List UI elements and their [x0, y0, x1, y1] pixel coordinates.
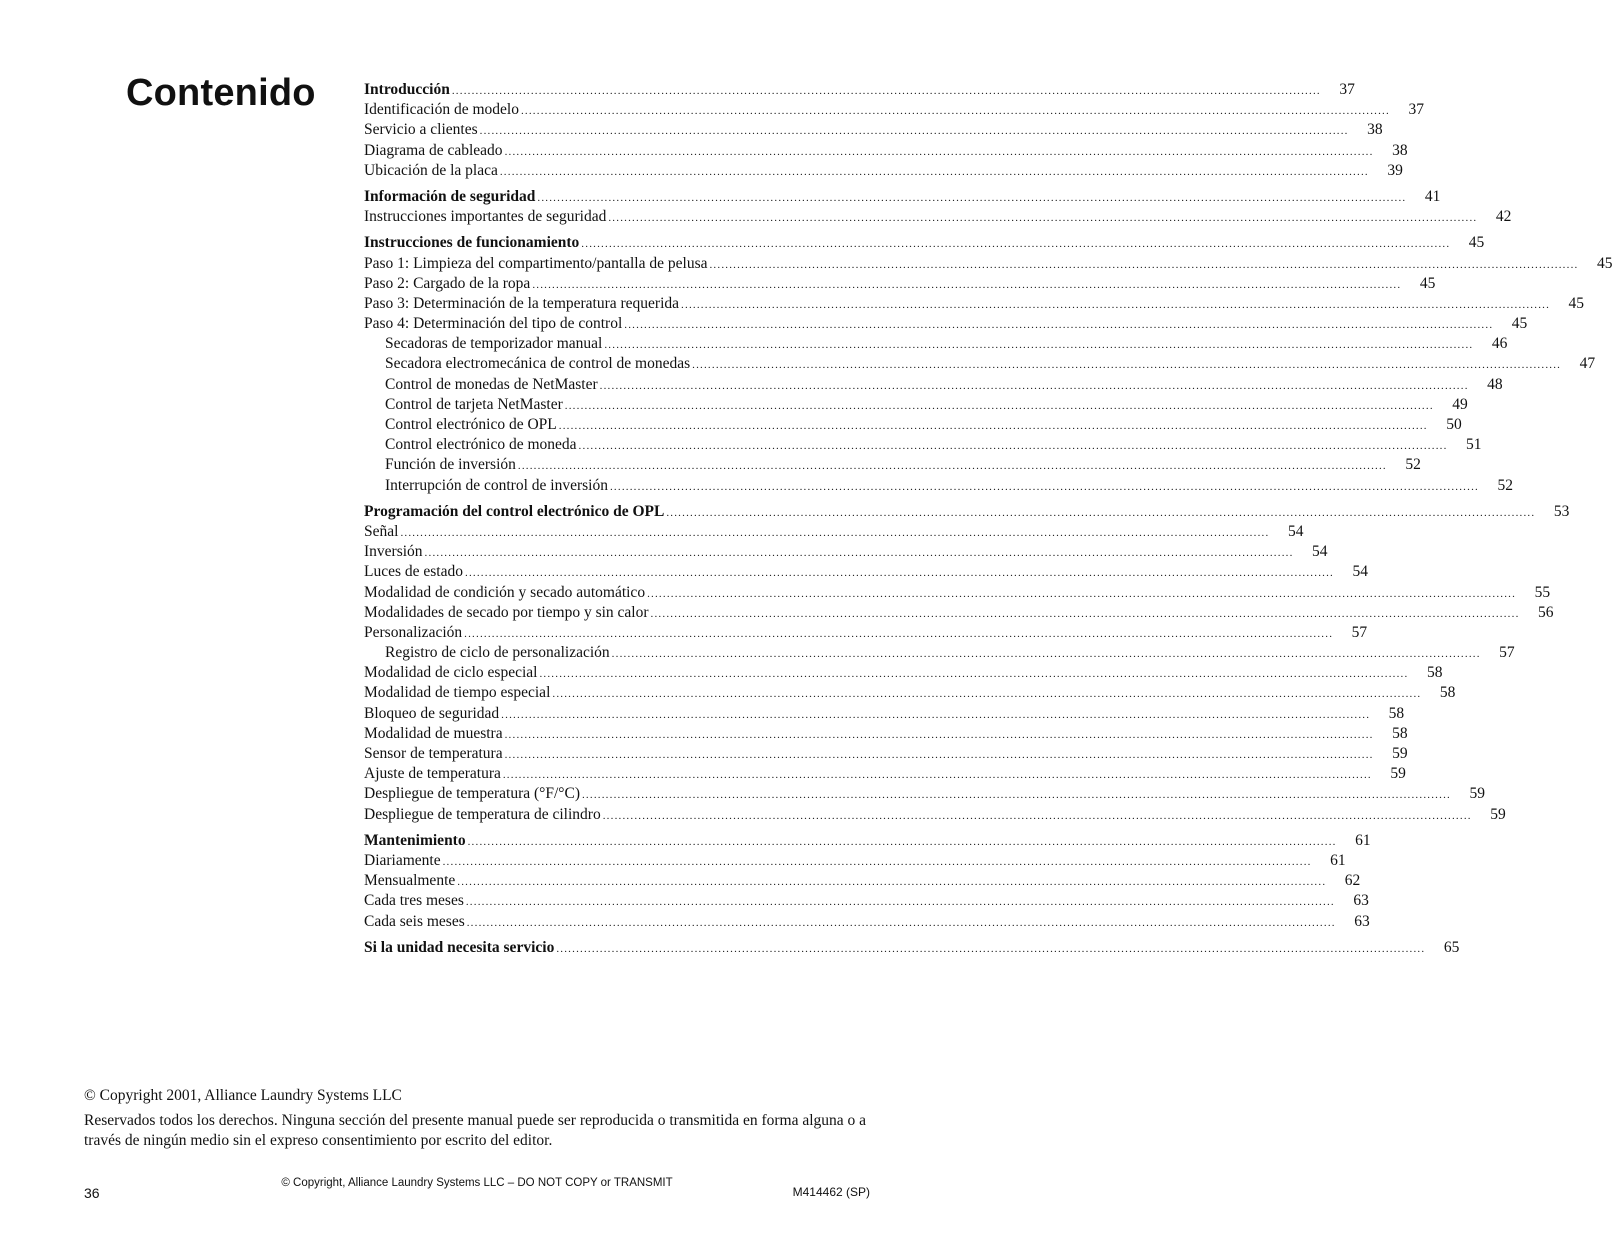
toc-entry-row[interactable]: [364, 891, 1369, 911]
toc-leader-dots: ............................................................................................................................................................................................................................: [504, 728, 1374, 741]
toc-entry-row[interactable]: [364, 375, 1503, 395]
toc-entry-row[interactable]: [364, 784, 1485, 804]
toc-leader-dots: ............................................................................................................................................................................................................................: [681, 298, 1551, 311]
toc-page-number: 58: [1439, 684, 1456, 702]
toc-page-number: 48: [1487, 375, 1503, 393]
toc-leader-dots: ............................................................................................................................................................................................................................: [464, 627, 1334, 640]
toc-leader-dots: ............................................................................................................................................................................................................................: [457, 876, 1327, 889]
table-of-contents: [364, 80, 1612, 964]
toc-entry-row[interactable]: [364, 764, 1406, 784]
toc-section: [364, 502, 1570, 825]
toc-entry-text: Control de tarjeta NetMaster: [385, 395, 563, 413]
toc-heading-row[interactable]: [364, 938, 1460, 958]
toc-leader-dots: ............................................................................................................................................................................................................................: [504, 749, 1374, 761]
toc-leader-dots: ............................................................................................................................................................................................................................: [599, 379, 1469, 392]
toc-page-number: 61: [1330, 851, 1346, 869]
toc-page-number: 58: [1426, 664, 1443, 682]
toc-entry-text: Si la unidad necesita servicio: [364, 938, 555, 956]
toc-leader-dots: ............................................................................................................................................................................................................................: [502, 769, 1372, 782]
toc-heading-row[interactable]: [364, 831, 1371, 851]
toc-leader-dots: ............................................................................................................................................................................................................................: [602, 809, 1472, 822]
toc-leader-dots: ............................................................................................................................................................................................................................: [479, 125, 1349, 138]
toc-entry-text: Función de inversión: [385, 456, 516, 474]
toc-leader-dots: ............................................................................................................................................................................................................................: [501, 708, 1371, 721]
toc-page-number: 38: [1367, 121, 1383, 139]
toc-page-number: 52: [1405, 456, 1421, 474]
toc-leader-dots: ............................................................................................................................................................................................................................: [520, 105, 1390, 118]
toc-section: [364, 831, 1371, 932]
toc-page-number: 52: [1497, 476, 1513, 494]
toc-page-number: 49: [1452, 395, 1468, 413]
toc-entry-row[interactable]: [364, 274, 1436, 294]
toc-entry-text: Modalidad de muestra: [364, 724, 503, 742]
toc-leader-dots: ............................................................................................................................................................................................................................: [539, 668, 1409, 681]
toc-entry-text: Registro de ciclo de personalización: [385, 644, 610, 662]
toc-page-number: 58: [1392, 724, 1408, 742]
toc-entry-text: Inversión: [364, 543, 423, 561]
toc-entry-row[interactable]: [364, 120, 1383, 140]
toc-entry-row[interactable]: [364, 871, 1361, 891]
page-title: Contenido: [126, 72, 316, 114]
toc-heading-row[interactable]: [364, 233, 1485, 253]
toc-page-number: 59: [1392, 745, 1408, 762]
toc-page-number: 63: [1354, 912, 1370, 930]
toc-entry-text: Secadora electromecánica de control de monedas: [385, 355, 691, 373]
toc-leader-dots: ............................................................................................................................................................................................................................: [442, 855, 1312, 868]
toc-entry-text: Mantenimiento: [364, 831, 466, 849]
toc-page-number: 45: [1468, 234, 1485, 252]
toc-leader-dots: ............................................................................................................................................................................................................................: [624, 319, 1494, 332]
toc-entry-row[interactable]: [364, 663, 1443, 683]
toc-entry-text: Personalización: [364, 623, 463, 641]
toc-leader-dots: ............................................................................................................................................................................................................................: [604, 339, 1474, 352]
toc-page-number: 54: [1287, 522, 1304, 540]
toc-entry-text: Ubicación de la placa: [364, 161, 498, 179]
toc-page-number: 62: [1344, 872, 1361, 890]
toc-page-number: 46: [1491, 335, 1508, 353]
toc-entry-row[interactable]: [364, 583, 1551, 603]
toc-entry-text: Diariamente: [364, 851, 441, 869]
toc-leader-dots: ............................................................................................................................................................................................................................: [499, 165, 1369, 178]
toc-page-number: 45: [1511, 315, 1528, 333]
toc-entry-text: Programación del control electrónico de OPL: [364, 502, 665, 520]
toc-page-number: 65: [1443, 938, 1460, 956]
toc-page-number: 45: [1596, 254, 1612, 272]
toc-page-number: 45: [1568, 294, 1585, 312]
toc-entry-text: Secadoras de temporizador manual: [385, 335, 603, 353]
toc-leader-dots: ............................................................................................................................................................................................................................: [451, 85, 1321, 97]
toc-page-number: 53: [1553, 502, 1570, 520]
toc-section: [364, 187, 1512, 227]
rights-notice: Reservados todos los derechos. Ninguna sección del presente manual puede ser reproducida o transmitida en forma alguna o a través de ningún medio sin el expreso consentimiento por escrito del editor.: [84, 1112, 867, 1149]
toc-page-number: 57: [1351, 623, 1368, 641]
toc-entry-text: Diagrama de cableado: [364, 141, 503, 159]
toc-entry-row[interactable]: [364, 912, 1370, 932]
toc-page-number: 37: [1339, 81, 1355, 98]
toc-entry-text: Despliegue de temperatura (°F/°C): [364, 785, 580, 803]
toc-entry-row[interactable]: [364, 395, 1468, 415]
toc-entry-text: Despliegue de temperatura de cilindro: [364, 805, 601, 823]
toc-leader-dots: ............................................................................................................................................................................................................................: [581, 789, 1451, 802]
toc-entry-row[interactable]: [364, 744, 1408, 764]
toc-leader-dots: ............................................................................................................................................................................................................................: [400, 526, 1270, 539]
toc-heading-row[interactable]: [364, 502, 1570, 522]
toc-page-number: 37: [1408, 101, 1424, 119]
toc-leader-dots: ............................................................................................................................................................................................................................: [609, 480, 1479, 493]
toc-leader-dots: ............................................................................................................................................................................................................................: [581, 238, 1451, 251]
toc-entry-row[interactable]: [364, 522, 1304, 542]
toc-entry-row[interactable]: [364, 455, 1421, 475]
toc-entry-row[interactable]: [364, 603, 1554, 623]
copyright-block: [84, 1086, 884, 1156]
toc-entry-row[interactable]: [364, 254, 1612, 274]
toc-entry-row[interactable]: [364, 643, 1515, 663]
toc-entry-row[interactable]: [364, 704, 1405, 724]
toc-entry-row[interactable]: [364, 141, 1408, 161]
toc-entry-text: Control electrónico de OPL: [385, 416, 557, 433]
toc-page-number: 54: [1312, 543, 1328, 561]
toc-page-number: 61: [1355, 831, 1371, 849]
toc-page-number: 47: [1579, 355, 1596, 373]
toc-entry-text: Modalidades de secado por tiempo y sin calor: [364, 603, 649, 621]
toc-entry-text: Modalidad de tiempo especial: [364, 684, 551, 702]
toc-leader-dots: ............................................................................................................................................................................................................................: [709, 258, 1579, 271]
toc-leader-dots: ............................................................................................................................................................................................................................: [564, 399, 1434, 412]
toc-entry-text: Señal: [364, 522, 399, 540]
toc-entry-row[interactable]: [364, 334, 1508, 354]
page-number: 36: [84, 1185, 100, 1201]
toc-entry-row[interactable]: [364, 435, 1482, 455]
toc-section: [364, 80, 1424, 181]
toc-entry-text: Interrupción de control de inversión: [385, 476, 608, 494]
toc-entry-text: Paso 3: Determinación de la temperatura requerida: [364, 294, 680, 312]
toc-entry-row[interactable]: [364, 623, 1368, 643]
toc-heading-row[interactable]: [364, 187, 1441, 207]
toc-page-number: 63: [1353, 892, 1369, 910]
toc-leader-dots: ............................................................................................................................................................................................................................: [611, 648, 1481, 661]
toc-page-number: 42: [1495, 208, 1512, 226]
toc-entry-text: Identificación de modelo: [364, 101, 519, 119]
toc-section: [364, 233, 1612, 495]
toc-leader-dots: ............................................................................................................................................................................................................................: [465, 896, 1335, 909]
toc-entry-text: Paso 4: Determinación del tipo de control: [364, 315, 623, 333]
toc-entry-row[interactable]: [364, 805, 1506, 825]
toc-entry-text: Modalidad de condición y secado automático: [364, 583, 646, 601]
toc-entry-text: Mensualmente: [364, 872, 456, 890]
toc-page-number: 50: [1446, 416, 1462, 433]
toc-entry-text: Servicio a clientes: [364, 121, 478, 139]
toc-leader-dots: ............................................................................................................................................................................................................................: [552, 688, 1422, 701]
toc-heading-row[interactable]: [364, 80, 1355, 100]
toc-entry-row[interactable]: [364, 724, 1408, 744]
toc-page-number: 56: [1538, 603, 1554, 621]
toc-entry-row[interactable]: [364, 476, 1513, 496]
toc-page-number: 38: [1392, 141, 1408, 159]
toc-leader-dots: ............................................................................................................................................................................................................................: [424, 547, 1294, 560]
toc-page-number: 45: [1419, 274, 1436, 292]
toc-entry-text: Instrucciones de funcionamiento: [364, 234, 580, 252]
toc-leader-dots: ............................................................................................................................................................................................................................: [608, 212, 1478, 225]
toc-leader-dots: ............................................................................................................................................................................................................................: [556, 942, 1426, 955]
toc-leader-dots: ............................................................................................................................................................................................................................: [578, 440, 1448, 453]
toc-entry-text: Cada tres meses: [364, 892, 464, 910]
toc-entry-row[interactable]: [364, 851, 1346, 871]
copyright-line: © Copyright 2001, Alliance Laundry Systems LLC: [84, 1087, 402, 1104]
toc-entry-row[interactable]: [364, 562, 1368, 582]
toc-leader-dots: ............................................................................................................................................................................................................................: [467, 835, 1337, 848]
toc-entry-row[interactable]: [364, 314, 1528, 334]
toc-section: [364, 938, 1460, 958]
toc-leader-dots: ............................................................................................................................................................................................................................: [666, 506, 1536, 519]
toc-leader-dots: ............................................................................................................................................................................................................................: [466, 916, 1336, 929]
toc-page-number: 54: [1352, 563, 1368, 581]
toc-leader-dots: ............................................................................................................................................................................................................................: [558, 420, 1428, 432]
toc-leader-dots: ............................................................................................................................................................................................................................: [650, 607, 1520, 620]
toc-entry-row[interactable]: [364, 683, 1456, 703]
toc-leader-dots: ............................................................................................................................................................................................................................: [647, 587, 1517, 600]
toc-leader-dots: ............................................................................................................................................................................................................................: [517, 460, 1387, 473]
toc-leader-dots: ............................................................................................................................................................................................................................: [465, 567, 1334, 580]
toc-entry-row[interactable]: [364, 207, 1512, 227]
toc-entry-text: Información de seguridad: [364, 187, 536, 205]
toc-page-number: 39: [1387, 161, 1403, 179]
toc-entry-text: Control de monedas de NetMaster: [385, 375, 598, 393]
toc-leader-dots: ............................................................................................................................................................................................................................: [532, 278, 1402, 291]
toc-entry-row[interactable]: [364, 100, 1424, 120]
toc-entry-text: Paso 1: Limpieza del compartimento/pantalla de pelusa: [364, 254, 708, 272]
toc-leader-dots: ............................................................................................................................................................................................................................: [504, 145, 1374, 158]
toc-entry-text: Bloqueo de seguridad: [364, 704, 500, 722]
toc-entry-text: Control electrónico de moneda: [385, 436, 577, 454]
toc-page-number: 41: [1424, 187, 1441, 205]
toc-entry-text: Paso 2: Cargado de la ropa: [364, 274, 531, 292]
toc-entry-row[interactable]: [364, 354, 1596, 374]
toc-page-number: 55: [1534, 583, 1551, 601]
toc-page-number: 59: [1469, 785, 1485, 803]
toc-page-number: 59: [1390, 765, 1406, 783]
toc-entry-text: Modalidad de ciclo especial: [364, 664, 538, 682]
toc-entry-row[interactable]: [364, 161, 1403, 181]
toc-entry-row[interactable]: [364, 415, 1462, 435]
toc-leader-dots: ............................................................................................................................................................................................................................: [537, 191, 1407, 204]
toc-page-number: 58: [1388, 704, 1405, 722]
document-code: M414462 (SP): [792, 1185, 870, 1199]
toc-entry-text: Luces de estado: [364, 563, 463, 581]
toc-leader-dots: ............................................................................................................................................................................................................................: [692, 359, 1562, 372]
toc-entry-text: Ajuste de temperatura: [364, 765, 501, 783]
toc-entry-text: Cada seis meses: [364, 912, 465, 930]
footer-copyright: © Copyright, Alliance Laundry Systems LLC – DO NOT COPY or TRANSMIT: [281, 1177, 673, 1189]
toc-entry-text: Introducción: [364, 81, 450, 98]
toc-page-number: 57: [1499, 644, 1515, 662]
toc-entry-text: Instrucciones importantes de seguridad: [364, 208, 607, 226]
toc-entry-row[interactable]: [364, 294, 1585, 314]
toc-entry-text: Sensor de temperatura: [364, 745, 503, 762]
toc-entry-row[interactable]: [364, 542, 1328, 562]
toc-page-number: 51: [1466, 436, 1482, 454]
toc-page-number: 59: [1490, 805, 1506, 823]
